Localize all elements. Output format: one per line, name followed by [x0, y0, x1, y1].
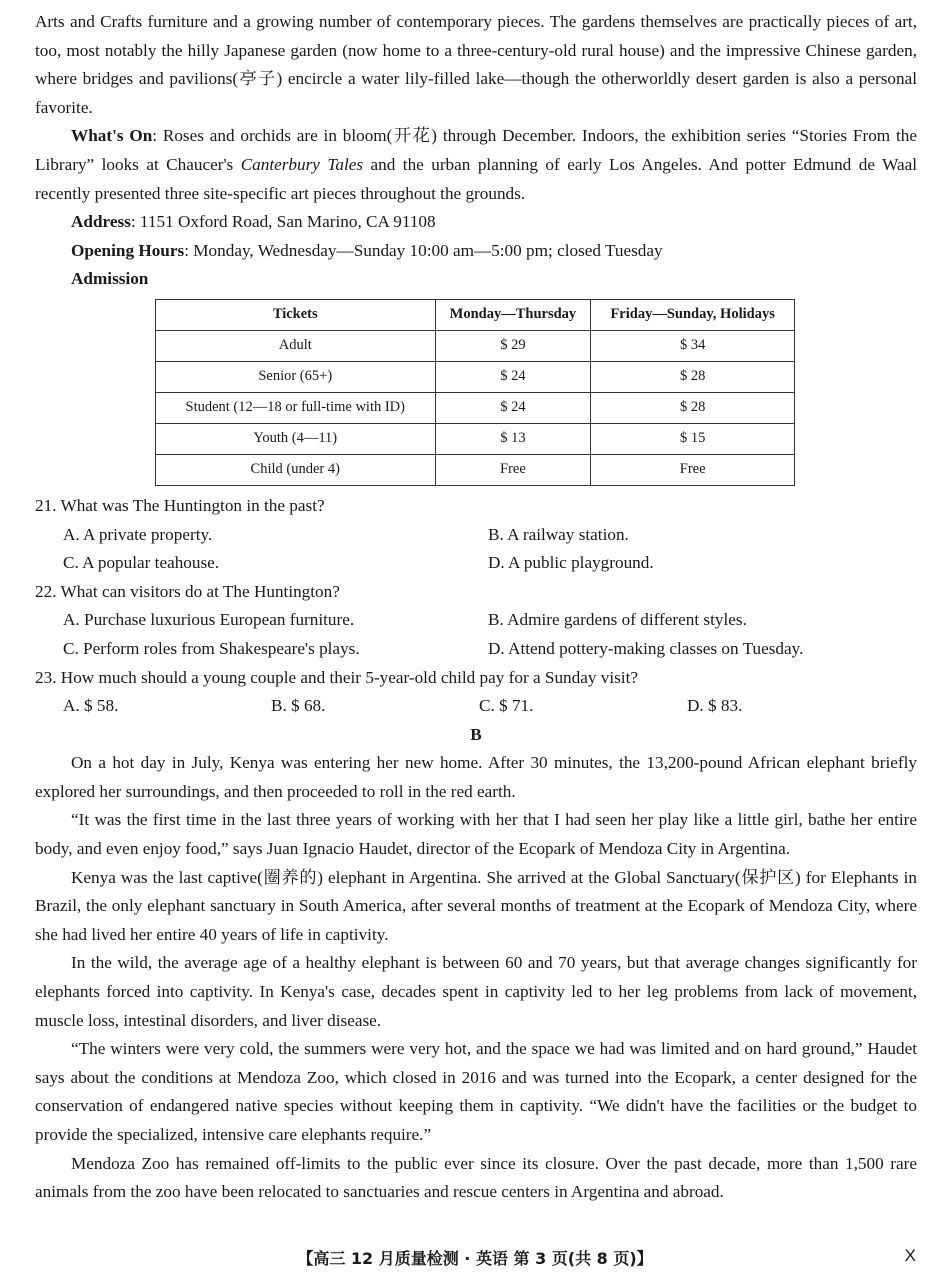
table-cell: $ 24 [435, 361, 591, 392]
answer-option[interactable]: D. $ 83. [687, 696, 743, 716]
answer-option[interactable]: A. $ 58. [63, 696, 119, 716]
table-cell: Adult [156, 330, 436, 361]
address-line [35, 208, 917, 237]
passage-b-paragraph: On a hot day in July, Kenya was entering her new home. After 30 minutes, the 13,200-pound African elephant briefly explored her surroundings, and then proceeded to roll in the red earth. [35, 753, 917, 801]
whats-on-italic-title: Canterbury Tales [240, 154, 364, 174]
table-header-row [156, 299, 795, 330]
answer-option[interactable]: B. Admire gardens of different styles. [488, 610, 747, 630]
table-cell: Senior (65+) [156, 361, 436, 392]
table-cell: Child (under 4) [156, 454, 436, 485]
table-row [156, 454, 795, 485]
passage-b-paragraph: “The winters were very cold, the summers were very hot, and the space we had was limited and on hard ground,” Haudet says about the conditions at Mendoza Zoo, which closed in 2016 and was turned into the Ecopark, a center designed for the conservation of endangered native species without keeping them in captivity. “We didn't have the facilities or the budget to provide the specialized, intensive care elephants require.” [35, 1039, 917, 1144]
table-cell: $ 34 [591, 330, 795, 361]
passage-b-paragraph: “It was the first time in the last three years of working with her that I had seen her play like a little girl, bathe her entire body, and even enjoy food,” says Juan Ignacio Haudet, director of the Ecopark of Mendoza City in Argentina. [35, 810, 917, 859]
footer-mark: X [904, 1246, 916, 1265]
address-value: : 1151 Oxford Road, San Marino, CA 91108 [130, 212, 436, 232]
admission-table [155, 299, 795, 486]
answer-option[interactable]: C. Perform roles from Shakespeare's plays. [63, 638, 360, 658]
answer-option[interactable]: B. $ 68. [271, 696, 326, 716]
opening-hours-line [35, 237, 917, 266]
answer-option[interactable]: B. A railway station. [488, 524, 629, 544]
table-cell: $ 29 [435, 330, 591, 361]
question-22-stem: 22. What can visitors do at The Huntington? [35, 581, 340, 601]
table-cell: $ 28 [591, 361, 795, 392]
question-23-stem: 23. How much should a young couple and their 5-year-old child pay for a Sunday visit? [35, 667, 638, 687]
answer-option[interactable]: D. A public playground. [488, 553, 654, 573]
question-22-options-row-2 [35, 635, 917, 664]
table-header: Tickets [156, 299, 436, 330]
exam-page [35, 8, 917, 1207]
whats-on-text-2: and the urban planning of early Los Angeles. And potter Edmund de Waal recently presented three site-specific art pieces throughout the grounds. [35, 154, 917, 203]
table-cell: Free [591, 454, 795, 485]
table-cell: Free [435, 454, 591, 485]
passage-b-paragraph: Mendoza Zoo has remained off-limits to the public ever since its closure. Over the past decade, more than 1,500 rare animals from the zoo have been relocated to sanctuaries and rescue centers in Argentina and abroad. [35, 1153, 917, 1202]
table-cell: $ 15 [591, 423, 795, 454]
table-row [156, 361, 795, 392]
address-label: Address [71, 212, 131, 232]
opening-hours-value: : Monday, Wednesday—Sunday 10:00 am—5:00 pm; closed Tuesday [184, 240, 663, 260]
table-cell: Youth (4—11) [156, 423, 436, 454]
question-21-options-row-2 [35, 549, 917, 578]
table-cell: Student (12—18 or full-time with ID) [156, 392, 436, 423]
table-cell: $ 28 [591, 392, 795, 423]
question-23-options-row [35, 692, 917, 721]
table-cell: $ 24 [435, 392, 591, 423]
answer-option[interactable]: A. A private property. [63, 524, 213, 544]
table-header: Friday—Sunday, Holidays [591, 299, 795, 330]
opening-hours-label: Opening Hours [71, 240, 185, 260]
answer-option[interactable]: D. Attend pottery-making classes on Tuesday. [488, 638, 804, 658]
answer-option[interactable]: A. Purchase luxurious European furniture. [63, 610, 355, 630]
table-header: Monday—Thursday [435, 299, 591, 330]
passage-a-paragraph: Arts and Crafts furniture and a growing number of contemporary pieces. The gardens themselves are practically pieces of art, too, most notably the hilly Japanese garden (now home to a three-century-old rural house) and the impressive Chinese garden, where bridges and pavilions(亭子) encircle a water lily-filled lake—though the otherworldly desert garden is also a personal favorite. [35, 12, 917, 117]
whats-on-text-1: : Roses and orchids are in bloom(开花) through December. Indoors, the exhibition series “Stories From the Library” looks at Chaucer's [35, 126, 917, 174]
whats-on-label: What's On [71, 126, 153, 146]
table-row [156, 392, 795, 423]
table-row [156, 423, 795, 454]
table-row [156, 330, 795, 361]
question-21-options-row-1 [35, 521, 917, 550]
question-22-options-row-1 [35, 606, 917, 635]
footer-text: 【高三 12 月质量检测 · 英语 第 3 页(共 8 页)】 [297, 1249, 653, 1268]
table-cell: $ 13 [435, 423, 591, 454]
answer-option[interactable]: C. A popular teahouse. [63, 553, 220, 573]
passage-b-paragraph: Kenya was the last captive(圈养的) elephant in Argentina. She arrived at the Global Sanctuary(保护区) for Elephants in Brazil, the only elephant sanctuary in South America, after several months of treatment at the Ecopark of Mendoza City, where she had lived her entire 40 years of life in captivity. [35, 867, 917, 944]
section-b-heading: B [470, 724, 482, 744]
page-footer [0, 1246, 950, 1269]
answer-option[interactable]: C. $ 71. [479, 696, 534, 716]
whats-on-paragraph [35, 122, 917, 208]
passage-b-paragraph: In the wild, the average age of a healthy elephant is between 60 and 70 years, but that average changes significantly for elephants forced into captivity. In Kenya's case, decades spent in captivity led to her leg problems from lack of movement, muscle loss, intestinal disorders, and liver disease. [35, 953, 917, 1030]
question-21-stem: 21. What was The Huntington in the past? [35, 495, 325, 515]
admission-label: Admission [71, 269, 149, 289]
